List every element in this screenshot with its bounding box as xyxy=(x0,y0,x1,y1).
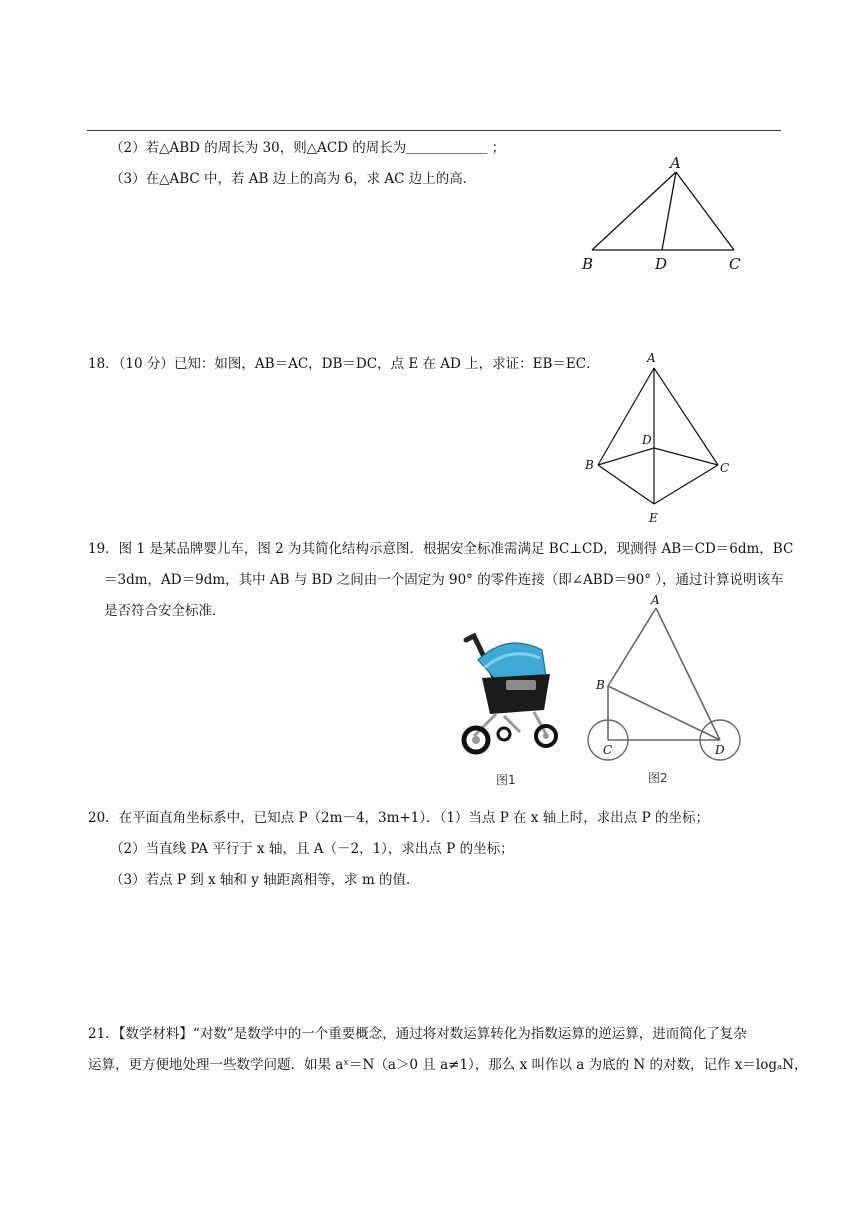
q20-line1: 20．在平面直角坐标系中，已知点 P（2m－4，3m+1）．（1）当点 P 在 x 轴上时，求出点 P 的坐标； xyxy=(88,810,709,826)
segment-ac xyxy=(676,172,734,250)
label-e: E xyxy=(649,511,658,525)
label-d: D xyxy=(715,743,725,757)
label-d: D xyxy=(655,255,668,273)
q17-part3: （3）在△ABC 中，若 AB 边上的高为 6，求 AC 边上的高． xyxy=(110,171,477,187)
label-b: B xyxy=(582,255,594,273)
fig1-caption: 图1 xyxy=(496,773,516,787)
label-c: C xyxy=(720,461,730,475)
label-a: A xyxy=(647,351,656,365)
q17-part2: （2）若△ABD 的周长为 30，则△ACD 的周长为＿＿＿＿＿＿ ； xyxy=(110,140,506,156)
stroller-figure xyxy=(438,630,568,790)
label-c: C xyxy=(729,255,741,273)
q18-text: 18．（10 分）已知：如图，AB＝AC，DB＝DC，点 E 在 AD 上，求证：EB＝EC． xyxy=(88,356,600,372)
segment-ab xyxy=(592,172,676,250)
label-a: A xyxy=(651,593,660,607)
label-c: C xyxy=(603,743,613,757)
q21-line1: 21．【数学材料】“对数”是数学中的一个重要概念，通过将对数运算转化为指数运算的逆运算，进而简化了复杂 xyxy=(88,1026,747,1042)
fig2-caption: 图2 xyxy=(648,771,668,785)
structure-figure xyxy=(586,592,756,788)
q17-triangle-figure xyxy=(576,152,776,276)
q20-line3: （3）若点 P 到 x 轴和 y 轴距离相等，求 m 的值． xyxy=(110,872,420,888)
label-b: B xyxy=(596,678,605,692)
q18-kite-figure xyxy=(580,348,740,528)
q20-line2: （2）当直线 PA 平行于 x 轴，且 A（－2，1），求出点 P 的坐标； xyxy=(110,841,514,857)
q21-line2: 运算，更方便地处理一些数学问题．如果 aˣ＝N（a＞0 且 a≠1），那么 x 叫作以 a 为底的 N 的对数，记作 x＝logₐN， xyxy=(88,1057,808,1073)
label-a: A xyxy=(670,154,681,172)
q19-line2: ＝3dm，AD＝9dm，其中 AB 与 BD 之间由一个固定为 90° 的零件连接（即∠ABD＝90° ），通过计算说明该车 xyxy=(104,572,784,588)
q19-line3: 是否符合安全标准． xyxy=(104,603,226,619)
label-d: D xyxy=(642,433,652,447)
q19-line1: 19．图 1 是某品牌婴儿车，图 2 为其简化结构示意图．根据安全标准需满足 BC⊥CD，现测得 AB＝CD＝6dm，BC xyxy=(88,541,794,557)
header-rule xyxy=(87,130,781,131)
label-b: B xyxy=(585,458,594,472)
